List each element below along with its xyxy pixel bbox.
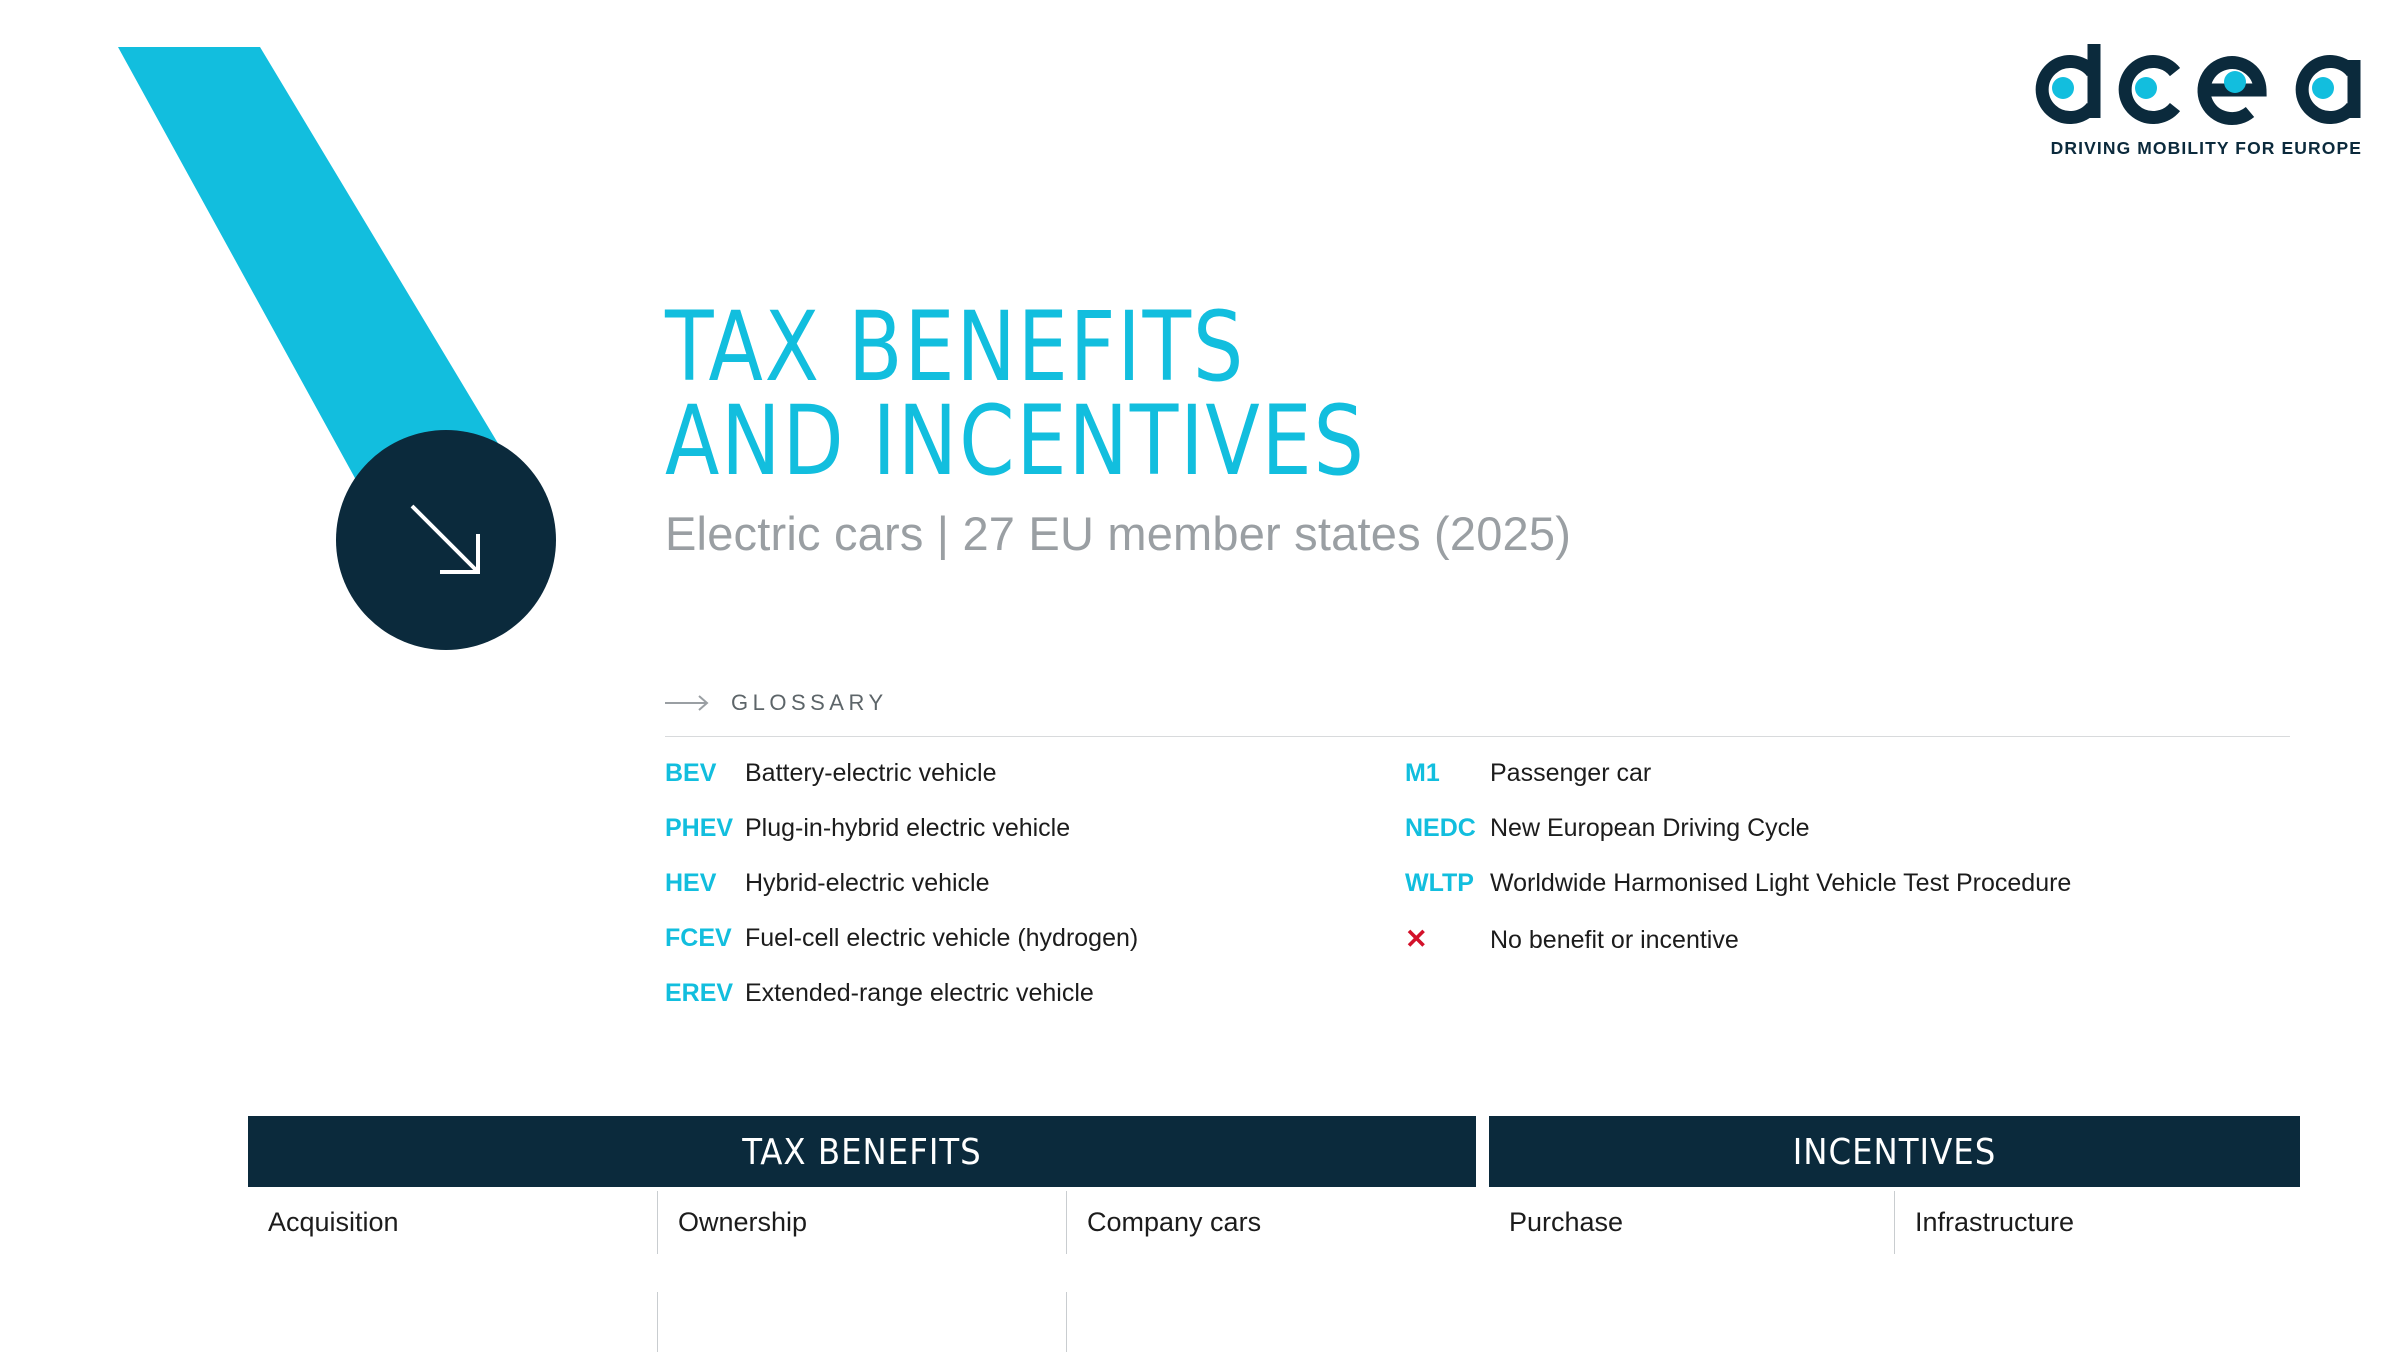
glossary-item: [665, 869, 1405, 924]
table-column-headers: [248, 1191, 2300, 1254]
acea-logo: [2032, 30, 2362, 159]
glossary-abbr: HEV: [665, 869, 717, 897]
arrow-right-icon: [665, 694, 711, 712]
glossary-abbr: PHEV: [665, 814, 734, 842]
glossary-column-left: [665, 759, 1405, 1034]
table-group-band: [248, 1116, 2300, 1187]
glossary-header: [665, 690, 2290, 737]
acea-wordmark-icon: [2032, 30, 2362, 135]
glossary-definition: Extended-range electric vehicle: [745, 979, 1094, 1007]
glossary-item: [665, 979, 1405, 1034]
glossary-item: [665, 814, 1405, 869]
page-title-line-1: TAX BENEFITS: [665, 291, 1246, 403]
glossary-definition: Hybrid-electric vehicle: [745, 869, 990, 897]
glossary-definition: Worldwide Harmonised Light Vehicle Test Procedure: [1490, 869, 2072, 897]
column-header-infrastructure: Infrastructure: [1894, 1191, 2300, 1254]
glossary-column-right: [1405, 759, 2285, 1034]
arrow-down-right-icon: [398, 492, 494, 588]
glossary-item: [1405, 924, 2285, 979]
glossary-abbr: EREV: [665, 979, 734, 1007]
data-table: [248, 1116, 2300, 1352]
table-group-tax-benefits: TAX BENEFITS: [248, 1116, 1476, 1187]
page-subtitle: Electric cars | 27 EU member states (2025): [665, 507, 1572, 561]
glossary-title: GLOSSARY: [731, 690, 888, 715]
column-header-ownership: Ownership: [657, 1191, 1066, 1254]
table-cell: [657, 1292, 1066, 1352]
table-group-incentives: INCENTIVES: [1489, 1116, 2300, 1187]
logo-tagline: DRIVING MOBILITY FOR EUROPE: [2050, 138, 2362, 158]
glossary-item: [665, 759, 1405, 814]
table-body-start: [248, 1292, 2300, 1352]
glossary-item: [1405, 814, 2285, 869]
table-cell: [1066, 1292, 1476, 1352]
glossary-definition: Fuel-cell electric vehicle (hydrogen): [745, 924, 1139, 952]
column-header-acquisition: Acquisition: [268, 1207, 399, 1237]
glossary-definition: No benefit or incentive: [1490, 926, 1739, 954]
table-row: [248, 1292, 1476, 1352]
glossary-columns: [665, 759, 2290, 1034]
table-cell: [248, 1292, 657, 1352]
title-block: [665, 291, 2305, 561]
arrow-circle: [336, 430, 556, 650]
glossary-abbr: WLTP: [1405, 869, 1474, 897]
glossary-definition: Passenger car: [1490, 759, 1652, 787]
glossary-abbr: NEDC: [1405, 814, 1476, 842]
table-columns-incentives: [1489, 1191, 2300, 1254]
glossary-abbr: BEV: [665, 759, 717, 787]
column-header-company-cars: Company cars: [1066, 1191, 1476, 1254]
glossary-definition: Plug-in-hybrid electric vehicle: [745, 814, 1071, 842]
page-title-line-2: AND INCENTIVES: [665, 385, 1366, 498]
glossary-item: [665, 924, 1405, 979]
glossary-definition: Battery-electric vehicle: [745, 759, 997, 787]
no-benefit-icon: ✕: [1405, 924, 1428, 954]
table-columns-tax: [248, 1191, 1476, 1254]
decorative-arrow-graphic: [0, 0, 640, 680]
glossary-item: [1405, 869, 2285, 924]
glossary-definition: New European Driving Cycle: [1490, 814, 1810, 842]
glossary-section: [665, 690, 2290, 1034]
cyan-beam-shape: [0, 0, 640, 680]
glossary-item: [1405, 759, 2285, 814]
glossary-abbr: M1: [1405, 759, 1440, 787]
glossary-abbr: FCEV: [665, 924, 732, 952]
column-header-purchase: Purchase: [1509, 1207, 1624, 1237]
